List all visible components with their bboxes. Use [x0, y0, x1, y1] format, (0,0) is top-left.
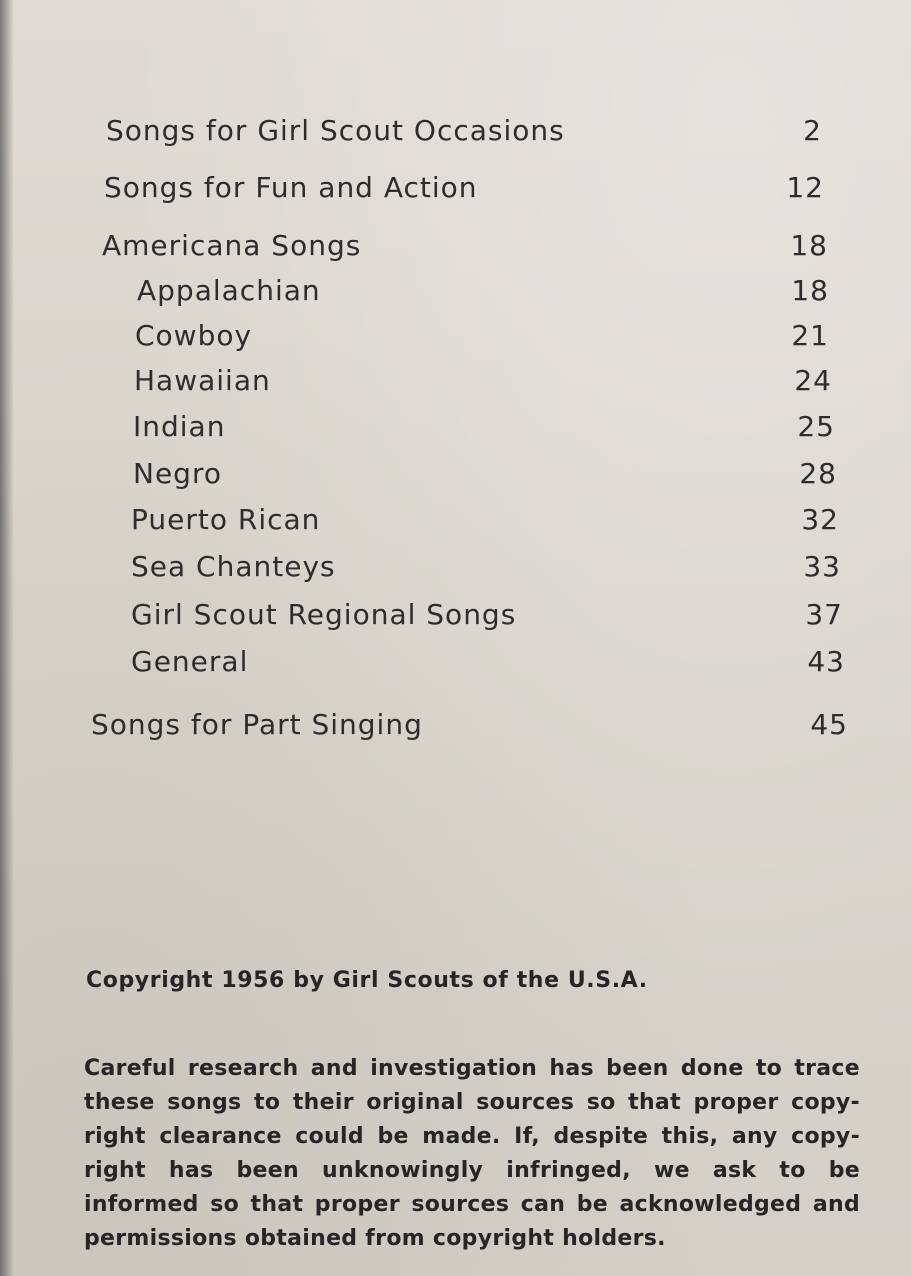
copyright-notice: Copyright 1956 by Girl Scouts of the U.S.A.	[86, 968, 648, 993]
toc-entry-title: Songs for Part Singing	[91, 708, 423, 741]
notice-line: informed so that proper sources can be acknowledged and	[84, 1192, 860, 1217]
toc-entry-page: 18	[790, 229, 828, 262]
toc-entry-page: 37	[805, 598, 843, 631]
notice-line: right has been unknowingly infringed, we ask to be	[84, 1158, 860, 1183]
toc-entry-title: Hawaiian	[134, 364, 271, 397]
toc-subentry-puerto-rican	[131, 503, 839, 536]
copyright-clearance-paragraph	[84, 1052, 860, 1256]
toc-subentry-general	[131, 645, 845, 678]
toc-entry-title: Puerto Rican	[131, 503, 321, 536]
toc-subentry-indian	[133, 410, 835, 443]
notice-line: permissions obtained from copyright holders.	[84, 1226, 666, 1251]
toc-entry-title: General	[131, 645, 249, 678]
toc-entry-page: 45	[810, 708, 848, 741]
toc-subentry-girl-scout-regional	[131, 598, 843, 631]
toc-subentry-negro	[133, 457, 837, 490]
toc-entry-title: Appalachian	[137, 274, 321, 307]
toc-entry-part-singing	[91, 708, 848, 741]
toc-entry-americana-songs	[102, 229, 828, 262]
toc-entry-title: Indian	[133, 410, 226, 443]
notice-line: right clearance could be made. If, despite this, any copy-	[84, 1124, 860, 1149]
toc-entry-page: 2	[803, 114, 822, 147]
toc-subentry-cowboy	[135, 319, 829, 352]
toc-entry-title: Sea Chanteys	[131, 550, 336, 583]
toc-entry-title: Negro	[133, 457, 222, 490]
toc-entry-title: Americana Songs	[102, 229, 362, 262]
toc-entry-title: Songs for Girl Scout Occasions	[106, 114, 565, 147]
toc-entry-page: 21	[791, 319, 829, 352]
toc-entry-page: 24	[794, 364, 832, 397]
toc-entry-title: Cowboy	[135, 319, 253, 352]
toc-entry-title: Songs for Fun and Action	[104, 171, 478, 204]
toc-entry-page: 43	[807, 645, 845, 678]
toc-entry-page: 33	[803, 550, 841, 583]
toc-entry-girl-scout-occasions	[106, 114, 822, 147]
page-spine-shadow	[0, 0, 14, 1276]
notice-line: Careful research and investigation has been done to trace	[84, 1056, 860, 1081]
notice-line: these songs to their original sources so that proper copy-	[84, 1090, 860, 1115]
toc-entry-page: 32	[801, 503, 839, 536]
toc-entry-fun-and-action	[104, 171, 824, 204]
toc-subentry-sea-chanteys	[131, 550, 841, 583]
toc-subentry-hawaiian	[134, 364, 832, 397]
toc-entry-page: 18	[791, 274, 829, 307]
toc-entry-page: 12	[786, 171, 824, 204]
toc-entry-page: 28	[799, 457, 837, 490]
toc-subentry-appalachian	[137, 274, 829, 307]
toc-entry-page: 25	[797, 410, 835, 443]
toc-entry-title: Girl Scout Regional Songs	[131, 598, 517, 631]
